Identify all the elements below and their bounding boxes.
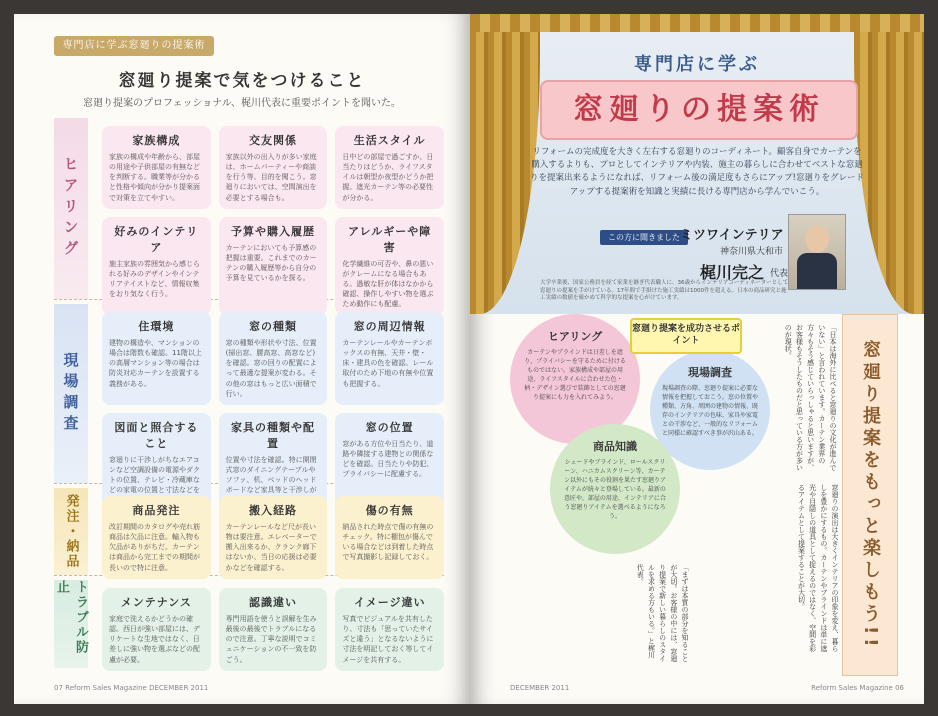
card xyxy=(335,496,444,579)
magazine-name: Reform Sales Magazine xyxy=(811,684,893,692)
intro-text: リフォームの完成度を大きく左右する窓廻りのコーディネート。顧客自身でカーテンを購入するよりも、プロとしてインテリアや内装、施主の暮らしに合わせてベストな窓廻りを提案出来るようになれば、リフォーム後の満足度もさらにアップ!窓廻りをグレードアップする提案術を知識と実績に長ける専門店から学んでいこう。 xyxy=(530,147,864,197)
page-footer xyxy=(811,684,904,692)
card xyxy=(219,312,328,405)
person-title: 代表 xyxy=(770,269,789,279)
page-number: 07 xyxy=(54,684,63,692)
body-text-3: 「まずは本質の部分を知ることが大切。お客様の中には、窓廻り提案で新しい暮らしのスタイルを求める方もいる。」と梶川代表。 xyxy=(636,564,689,662)
circle-title: 現場調査 xyxy=(688,366,732,379)
body-text-1: 「日本は海外に比べると窓廻りの文化が進んでいない」と言われています。カーテン業界の方々もそう感じていらっしゃると思いますが、お客様もそうしたものだと思っている方が多いのが現状。 xyxy=(784,324,837,471)
card-grid xyxy=(102,312,444,495)
card-grid xyxy=(102,126,444,309)
card-title: 家族構成 xyxy=(132,134,181,147)
section-trouble-prevention xyxy=(54,580,444,668)
card-grid xyxy=(102,588,444,664)
section-label: 発注・納品 xyxy=(54,488,88,575)
card-body: 日中どの部屋で過ごすか、日当たりはどうか、ライフスタイルは朝型か夜型かどうか把握。遮光カーテン等の必要性が分かる。 xyxy=(342,153,434,202)
section-site-survey xyxy=(54,304,444,495)
left-page xyxy=(14,14,470,704)
card xyxy=(335,588,444,671)
company-name: ミツワインテリア xyxy=(680,228,784,243)
card-title: 交友関係 xyxy=(248,134,297,147)
card-title: 認識違い xyxy=(248,596,297,609)
card-title: 傷の有無 xyxy=(365,504,414,517)
asked-badge: この方に聞きました xyxy=(600,230,688,245)
issue-date: DECEMBER 2011 xyxy=(510,684,570,692)
portrait-body xyxy=(797,253,837,289)
card-grid xyxy=(102,496,444,572)
circle-product-knowledge xyxy=(550,424,680,554)
person-name: 梶川完之 xyxy=(700,263,765,282)
card-title: アレルギーや障害 xyxy=(348,224,432,254)
card-title: 予算や購入履歴 xyxy=(230,224,315,238)
card-title: イメージ違い xyxy=(353,596,426,609)
body-text-2: 窓廻りの演出は大きくインテリアの印象を変え、暮らしを豊かにするもの。カーテンやブラインドは単に遮光や目隠しの道具として捉えるのではなく、空間を彩るアイテムとして提案することが大切。 xyxy=(797,484,839,652)
card-title: 好みのインテリア xyxy=(114,224,199,254)
card-body: 化学繊維の可否や、鼻の悪いがクレームになる場合もある。過敏な肝が体はなかから確認、操作しやすい物を選ぶため動作にも配慮。 xyxy=(342,259,434,309)
card-body: カーテンにおいても予算感の把握は重要。これまでのカーテンの購入履歴等から自分の予算を見ているかを探る。 xyxy=(225,243,317,283)
card-body: カーテンレールなど尺が長い物は要注意。エレベーターで搬入出来るか、クランク廊下はないか、当日の応援は必要かなどを確認する。 xyxy=(225,523,317,572)
card-body: 窓がある方位や日当たり、道路や隣接する建物との関係などを確認。日当たりや防犯、プライバシーに配慮する。 xyxy=(342,439,434,479)
portrait-head xyxy=(805,225,829,253)
circle-body: 現場調査の際、窓廻り提案に必要な情報を把握しておこう。窓の位置や種類、方角、周囲の建物の情報、既存のインテリアの色味、家具や家電との干渉など、一般的なリフォームと同様に確認すべき事が沢山ある。 xyxy=(662,385,759,437)
card-title: 商品発注 xyxy=(132,504,181,517)
section-label: トラブル防止 xyxy=(54,580,88,668)
card xyxy=(219,588,328,671)
card xyxy=(219,496,328,579)
section-label: 現場調査 xyxy=(54,304,88,483)
portrait-photo xyxy=(788,214,846,290)
card-title: 図面と照合すること xyxy=(114,420,199,450)
card-body: 改訂期間のカタログや売れ筋商品は欠品に注意。輸入物も欠品がありがちだ。カーテンは商品から完工までの期間が長いので特に注意。 xyxy=(109,523,200,572)
card-body: 家庭で洗えるかどうかの確認。西日が強い部屋には、デリケートな生地ではなく、日差しに強い物を選ぶなどの配慮が必要。 xyxy=(109,615,200,664)
curtain-valance xyxy=(470,14,924,32)
circle-body: シェードやブラインド、ロールスクリーン、ハニカムスクリーン等、カーテン以外にもその役割を果たす窓廻りアイテムが続々と登場している。最新の意匠や、部屋の用途、インテリアに合う窓廻りアイテムを選べるようになろう。 xyxy=(563,459,666,520)
card-body: 家族の構成や年齢から、部屋の用途や子供部屋の有無などを判断する。職業等が分かると性格や傾向が分かり提案面で対策を立てやすい。 xyxy=(109,153,200,202)
card xyxy=(219,217,328,316)
card-body: 位置や寸法を確認。特に開閉式窓のダイニングテーブルやソファ、机、ベッドのヘッドボードなど家具等と干渉しが xyxy=(225,455,317,495)
page-footer xyxy=(510,684,569,692)
card xyxy=(102,126,211,209)
main-title: 窓廻りの提案術 xyxy=(540,80,858,140)
issue-date: DECEMBER 2011 xyxy=(149,684,209,692)
point-badge: 窓廻り提案を成功させるポイント xyxy=(630,318,742,354)
card xyxy=(102,312,211,405)
card-title: 住環境 xyxy=(138,320,175,333)
card-body: 家族以外の出入りが多い家庭は、ホームパーティーや商談を行う等、目的を聞こう。窓廻りにおいては、空間演出を必要とする場合も。 xyxy=(225,153,317,202)
card-body: 建物の構造や、マンションの場合は階数も確認。11階以上の高層マンション等の場合は防炎対応カーテンを設置する義務がある。 xyxy=(109,339,202,388)
page-footer xyxy=(54,684,208,692)
section-hearing xyxy=(54,118,444,309)
card-body: 写真でビジュアルを共有したり、寸法も「思っていたサイズと違う」となるないように寸法を明記しておく等してイメージを共有する。 xyxy=(342,615,434,664)
circle-title: 商品知識 xyxy=(593,440,637,453)
card-title: 窓の種類 xyxy=(248,320,297,333)
card xyxy=(102,217,211,316)
card-body: 窓廻りに干渉しがちなエアコンなど空調設備の電源やダクトの位置、テレビ・冷蔵庫などの家電の位置と寸法などを xyxy=(109,455,200,495)
circle-title: ヒアリング xyxy=(547,330,603,343)
card-body: 窓の種類や形状や寸法、位置(掃出窓、腰高窓、高窓など)を確認。窓の回りの配置によって最適な提案が変わる。その他の窓はもっと広い面積で行い。 xyxy=(225,339,317,398)
section-ordering-delivery xyxy=(54,488,444,576)
section-label: ヒアリング xyxy=(54,118,88,299)
right-page xyxy=(470,14,924,704)
card xyxy=(335,312,444,405)
vertical-banner: 窓廻り提案をもっと楽しもう!! xyxy=(842,314,898,676)
page-number: 06 xyxy=(895,684,904,692)
card-body: 専門用語を使うと誤解を生み最後の最後でトラブルになるので注意。丁寧な説明でコミュニケーションの不一致を防ごう。 xyxy=(225,615,317,664)
circle-body: カーテンやブラインドは日差しを遮り、プライバシーを守るために付けるものではない。家族構成や部屋の用途、ライフスタイルに合わせた色・柄・デザイン選びで装飾としての窓廻り提案にも力を入れてみよう。 xyxy=(524,349,626,401)
section-tag: 専門店に学ぶ窓廻りの提案術 xyxy=(54,36,214,56)
card xyxy=(335,217,444,316)
card-title: 窓の位置 xyxy=(365,420,414,434)
left-page-subtitle: 窓廻り提案のプロフェッショナル、梶川代表に重要ポイントを聞いた。 xyxy=(83,98,401,109)
card-body: 施主家族の雰囲気から感じられる好みのデザインやインテリアテイストなど、情報収集をおり気なく行う。 xyxy=(109,259,200,299)
magazine-name: Reform Sales Magazine xyxy=(65,684,147,692)
card xyxy=(335,126,444,209)
card xyxy=(102,496,211,579)
header-area xyxy=(470,14,924,314)
card-title: 搬入経路 xyxy=(248,504,297,517)
kicker: 専門店に学ぶ xyxy=(634,54,760,75)
card xyxy=(219,126,328,209)
left-page-title: 窓廻り提案で気をつけること xyxy=(118,71,366,91)
card-body: 納品された時点で傷の有無のチェック。特に棚包が傷んでいる場合などは到着した時点で写真撮影し記録しておく。 xyxy=(342,523,434,562)
card-title: 家具の種類や配置 xyxy=(230,420,315,450)
card xyxy=(102,588,211,671)
card-body: カーテンレールやカーテンボックスの有無、天井・壁・床・建具の色を確認。レール取付のため下地の有無や位置も把握する。 xyxy=(342,339,434,388)
person-bio: 大学卒業後、国家公務員を経て家業を継ぎ代表職人に。36歳からインテリアコーディネーターとして窓廻りの提案を手がけている。17年間で手掛けた施工実績は1000件を超える。日本の商品研究と施工実績の数値を確かめて科学的な提案を心がけています。 xyxy=(540,280,789,302)
card-title: メンテナンス xyxy=(120,596,192,609)
card-title: 窓の周辺情報 xyxy=(353,320,426,333)
card-title: 生活スタイル xyxy=(353,134,426,147)
company-location: 神奈川県大和市 xyxy=(720,247,784,257)
